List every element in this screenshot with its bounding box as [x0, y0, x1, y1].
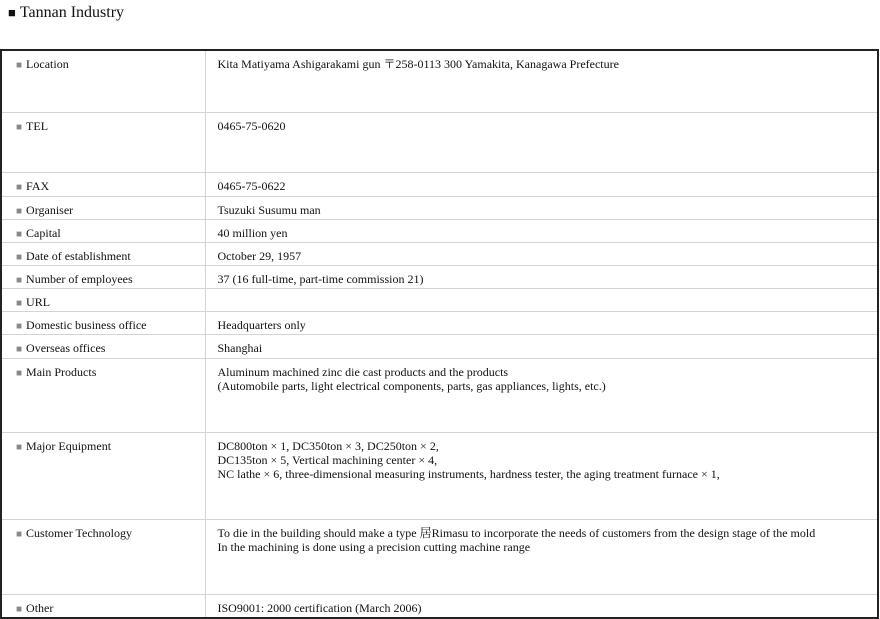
row-label: ■ Other — [1, 594, 205, 618]
square-bullet-icon: ■ — [16, 343, 23, 355]
page-title: ■ Tannan Industry — [8, 4, 125, 21]
row-label: ■ Domestic business office — [1, 311, 205, 334]
table-row — [1, 50, 878, 112]
row-value — [205, 311, 878, 334]
value-line: 0465-75-0620 — [217, 118, 286, 133]
value-line: 0465-75-0622 — [217, 178, 286, 193]
square-bullet-icon: ■ — [16, 274, 23, 286]
square-bullet-icon: ■ — [16, 528, 23, 540]
company-info-table — [0, 49, 879, 619]
row-label: ■ Main Products — [1, 358, 205, 432]
value-line: 40 million yen — [217, 225, 288, 240]
row-value — [205, 334, 878, 358]
row-value — [205, 265, 878, 288]
table-row — [1, 594, 878, 618]
square-bullet-icon: ■ — [16, 297, 23, 309]
value-line: 37 (16 full-time, part-time commission 21) — [217, 271, 424, 286]
row-label: ■ Number of employees — [1, 265, 205, 288]
value-line: Shanghai — [217, 340, 263, 355]
row-label: ■ Major Equipment — [1, 432, 205, 519]
value-line: NC lathe × 6, three-dimensional measuring instruments, hardness tester, the aging treatment furnace × 1, — [217, 466, 720, 481]
square-bullet-icon: ■ — [16, 205, 23, 217]
value-line: DC135ton × 5, Vertical machining center × 4, — [217, 452, 438, 467]
row-label: ■ Date of establishment — [1, 242, 205, 265]
table-row — [1, 334, 878, 358]
value-line: Aluminum machined zinc die cast products and the products — [217, 364, 509, 379]
table-row — [1, 265, 878, 288]
value-line: October 29, 1957 — [217, 248, 302, 263]
table-row — [1, 242, 878, 265]
row-value — [205, 196, 878, 219]
table-row — [1, 196, 878, 219]
value-line: Headquarters only — [217, 317, 306, 332]
square-bullet-icon: ■ — [16, 441, 23, 453]
table-row — [1, 358, 878, 432]
square-bullet-icon: ■ — [16, 367, 23, 379]
square-bullet-icon: ■ — [16, 60, 23, 71]
row-label: ■ Organiser — [1, 196, 205, 219]
row-value — [205, 519, 878, 594]
row-value — [205, 50, 878, 112]
value-line: ISO9001: 2000 certification (March 2006) — [217, 600, 422, 615]
value-line: Kita Matiyama Ashigarakami gun 〒258-0113 300 Yamakita, Kanagawa Prefecture — [217, 57, 619, 71]
square-bullet-icon: ■ — [16, 181, 23, 193]
row-label: ■ Overseas offices — [1, 334, 205, 358]
square-bullet-icon: ■ — [16, 121, 23, 133]
row-value — [205, 288, 878, 311]
value-line: To die in the building should make a type 居Rimasu to incorporate the needs of customers from the design stage of the mold — [217, 525, 816, 540]
value-line: In the machining is done using a precision cutting machine range — [217, 539, 531, 554]
value-line: DC800ton × 1, DC350ton × 3, DC250ton × 2, — [217, 438, 439, 453]
row-value — [205, 594, 878, 618]
row-label: ■ FAX — [1, 172, 205, 196]
row-label: ■ Location — [1, 50, 205, 112]
row-value — [205, 219, 878, 242]
row-value — [205, 112, 878, 172]
row-value — [205, 358, 878, 432]
table-row — [1, 519, 878, 594]
square-bullet-icon: ■ — [16, 603, 23, 615]
square-bullet-icon: ■ — [8, 5, 16, 20]
row-value — [205, 172, 878, 196]
table-row — [1, 288, 878, 311]
table-row — [1, 172, 878, 196]
row-label: ■ TEL — [1, 112, 205, 172]
row-label: ■ Customer Technology — [1, 519, 205, 594]
value-line: (Automobile parts, light electrical components, parts, gas appliances, lights, etc.) — [217, 378, 606, 393]
table-row — [1, 112, 878, 172]
value-line: Tsuzuki Susumu man — [217, 202, 321, 217]
row-value — [205, 242, 878, 265]
table-row — [1, 311, 878, 334]
square-bullet-icon: ■ — [16, 320, 23, 332]
row-value — [205, 432, 878, 519]
row-label: ■ URL — [1, 288, 205, 311]
table-row — [1, 219, 878, 242]
square-bullet-icon: ■ — [16, 228, 23, 240]
square-bullet-icon: ■ — [16, 251, 23, 263]
row-label: ■ Capital — [1, 219, 205, 242]
table-row — [1, 432, 878, 519]
